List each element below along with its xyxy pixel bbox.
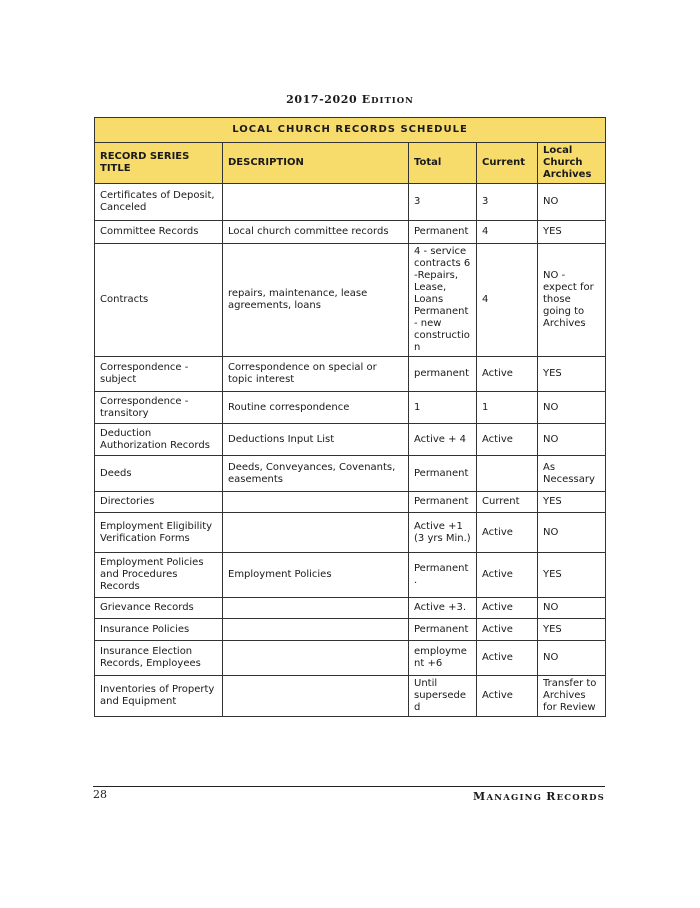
records-schedule-table [94, 117, 606, 717]
cell-total: 3 [409, 184, 477, 221]
page-number: 28 [93, 788, 107, 801]
cell-total: Permanent [409, 619, 477, 641]
cell-archives: YES [538, 221, 606, 244]
cell-description [223, 184, 409, 221]
header-total: Total [409, 143, 477, 184]
cell-current: Active [477, 619, 538, 641]
cell-total: 4 - service contracts 6 -Repairs, Lease, Loans Permanent - new constructio n [409, 244, 477, 357]
cell-archives: YES [538, 357, 606, 392]
cell-archives: NO [538, 392, 606, 424]
cell-archives: Transfer to Archives for Review [538, 676, 606, 717]
cell-current: Active [477, 424, 538, 456]
table-row [95, 357, 606, 392]
table-row [95, 641, 606, 676]
cell-archives: YES [538, 553, 606, 598]
cell-current: 1 [477, 392, 538, 424]
cell-archives: NO [538, 184, 606, 221]
cell-total: Active +1 (3 yrs Min.) [409, 513, 477, 553]
cell-current [477, 456, 538, 492]
cell-current: Active [477, 598, 538, 619]
cell-record-title: Contracts [95, 244, 223, 357]
cell-current: Active [477, 676, 538, 717]
cell-total: Active + 4 [409, 424, 477, 456]
cell-archives: NO [538, 641, 606, 676]
cell-archives: As Necessary [538, 456, 606, 492]
cell-current: Active [477, 641, 538, 676]
header-record-series-title: RECORD SERIES TITLE [95, 143, 223, 184]
cell-current: Active [477, 513, 538, 553]
cell-description: Local church committee records [223, 221, 409, 244]
cell-record-title: Deeds [95, 456, 223, 492]
header-local-church-archives: Local Church Archives [538, 143, 606, 184]
cell-description: Deductions Input List [223, 424, 409, 456]
cell-current: 3 [477, 184, 538, 221]
cell-archives: NO - expect for those going to Archives [538, 244, 606, 357]
cell-total: Until supersede d [409, 676, 477, 717]
cell-description [223, 598, 409, 619]
table-row [95, 676, 606, 717]
table-row [95, 553, 606, 598]
table-row [95, 513, 606, 553]
cell-archives: YES [538, 619, 606, 641]
cell-archives: NO [538, 424, 606, 456]
cell-current: 4 [477, 221, 538, 244]
cell-current: Current [477, 492, 538, 513]
cell-current: Active [477, 357, 538, 392]
cell-description: repairs, maintenance, lease agreements, loans [223, 244, 409, 357]
cell-total: Permanent [409, 221, 477, 244]
cell-record-title: Insurance Election Records, Employees [95, 641, 223, 676]
table-row [95, 492, 606, 513]
table-row [95, 184, 606, 221]
cell-description [223, 676, 409, 717]
cell-record-title: Inventories of Property and Equipment [95, 676, 223, 717]
header-description: DESCRIPTION [223, 143, 409, 184]
table-title: LOCAL CHURCH RECORDS SCHEDULE [95, 118, 606, 143]
table-row [95, 424, 606, 456]
cell-description [223, 641, 409, 676]
cell-description: Employment Policies [223, 553, 409, 598]
cell-description [223, 513, 409, 553]
cell-archives: NO [538, 513, 606, 553]
cell-record-title: Employment Eligibility Verification Forms [95, 513, 223, 553]
cell-record-title: Employment Policies and Procedures Records [95, 553, 223, 598]
footer-section-title: MANAGING RECORDS [473, 790, 605, 803]
cell-current: Active [477, 553, 538, 598]
table-row [95, 598, 606, 619]
table-row [95, 221, 606, 244]
cell-total: permanent [409, 357, 477, 392]
footer-rule [93, 786, 605, 787]
cell-record-title: Committee Records [95, 221, 223, 244]
table-row [95, 392, 606, 424]
table-header-row [95, 143, 606, 184]
cell-total: Active +3. [409, 598, 477, 619]
cell-total: 1 [409, 392, 477, 424]
cell-description: Correspondence on special or topic interest [223, 357, 409, 392]
table-row [95, 619, 606, 641]
cell-total: Permanent [409, 492, 477, 513]
edition-year: 2017-2020 [286, 93, 358, 106]
cell-record-title: Insurance Policies [95, 619, 223, 641]
cell-record-title: Deduction Authorization Records [95, 424, 223, 456]
cell-description: Deeds, Conveyances, Covenants, easements [223, 456, 409, 492]
cell-record-title: Grievance Records [95, 598, 223, 619]
cell-current: 4 [477, 244, 538, 357]
cell-record-title: Correspondence - transitory [95, 392, 223, 424]
edition-heading [0, 93, 700, 106]
table-row [95, 244, 606, 357]
cell-total: Permanent . [409, 553, 477, 598]
header-current: Current [477, 143, 538, 184]
cell-description [223, 619, 409, 641]
cell-total: employme nt +6 [409, 641, 477, 676]
cell-archives: NO [538, 598, 606, 619]
cell-description [223, 492, 409, 513]
edition-label: EDITION [361, 93, 414, 106]
cell-record-title: Certificates of Deposit, Canceled [95, 184, 223, 221]
cell-record-title: Directories [95, 492, 223, 513]
cell-record-title: Correspondence - subject [95, 357, 223, 392]
cell-description: Routine correspondence [223, 392, 409, 424]
cell-total: Permanent [409, 456, 477, 492]
cell-archives: YES [538, 492, 606, 513]
table-row [95, 456, 606, 492]
